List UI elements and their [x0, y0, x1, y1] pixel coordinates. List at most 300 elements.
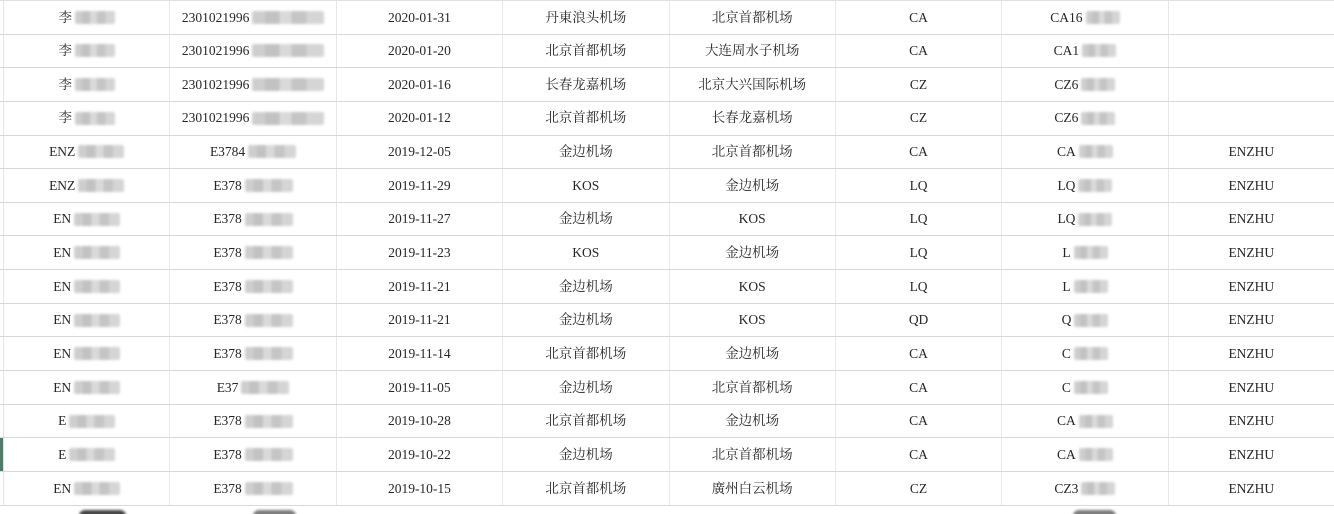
departure-airport-text: 金边机场: [558, 446, 613, 462]
flight-number-text: L: [1062, 278, 1071, 294]
redaction-blur: [1086, 11, 1120, 24]
cell-arrival-airport[interactable]: [670, 102, 836, 135]
arrival-airport-text: 廣州白云机场: [711, 480, 793, 496]
table-row[interactable]: [0, 236, 1334, 270]
airline-code-text: CZ: [909, 480, 928, 496]
cell-tag[interactable]: [1169, 35, 1334, 68]
cell-tag[interactable]: [1169, 304, 1334, 337]
redaction-blur: [1079, 415, 1113, 428]
redaction-blur: [248, 145, 296, 158]
passenger-name-text: 李: [58, 9, 72, 25]
cell-flight-date[interactable]: [337, 236, 503, 269]
id-number-text: E3784: [209, 144, 246, 160]
redaction-blur: [1081, 482, 1115, 495]
arrival-airport-text: 金边机场: [725, 413, 780, 429]
cell-arrival-airport[interactable]: [670, 337, 836, 370]
cell-id-number[interactable]: [170, 438, 336, 471]
redaction-blur: [74, 280, 120, 293]
passenger-name-text: ENZ: [49, 144, 76, 160]
id-number-text: E378: [213, 446, 242, 462]
cell-flight-date[interactable]: [337, 270, 503, 303]
redaction-blur: [75, 78, 115, 91]
cell-departure-airport[interactable]: [503, 1, 669, 34]
tag-text: ENZHU: [1228, 446, 1275, 462]
cell-airline-code[interactable]: [836, 304, 1002, 337]
airline-code-text: CZ: [909, 76, 928, 92]
cell-flight-number[interactable]: [1002, 236, 1168, 269]
passenger-name-text: EN: [53, 245, 72, 261]
cell-arrival-airport[interactable]: [670, 236, 836, 269]
flight-number-text: CA: [1057, 144, 1076, 160]
passenger-name-text: ENZ: [49, 177, 76, 193]
arrival-airport-text: 北京首都机场: [711, 379, 793, 395]
cell-id-number[interactable]: [170, 270, 336, 303]
arrival-airport-text: 金边机场: [725, 245, 780, 261]
id-number-text: E378: [213, 345, 242, 361]
passenger-name-text: EN: [53, 211, 72, 227]
airline-code-text: CA: [909, 446, 928, 462]
cell-passenger-name[interactable]: [4, 102, 170, 135]
departure-airport-text: KOS: [572, 177, 600, 193]
cell-passenger-name[interactable]: [4, 203, 170, 236]
cell-departure-airport[interactable]: [503, 304, 669, 337]
cell-tag[interactable]: [1169, 169, 1334, 202]
airline-code-text: QD: [908, 312, 929, 328]
flight-number-text: C: [1061, 379, 1071, 395]
tag-text: ENZHU: [1228, 312, 1275, 328]
redaction-blob-name: [79, 510, 126, 514]
cell-flight-number[interactable]: [1002, 304, 1168, 337]
airline-code-text: CZ: [909, 110, 928, 126]
flight-number-text: LQ: [1057, 211, 1076, 227]
redaction-blur: [69, 415, 115, 428]
cell-passenger-name[interactable]: [4, 68, 170, 101]
cell-departure-airport[interactable]: [503, 438, 669, 471]
cell-arrival-airport[interactable]: [670, 371, 836, 404]
arrival-airport-text: KOS: [738, 278, 766, 294]
cell-departure-airport[interactable]: [503, 472, 669, 505]
cell-passenger-name[interactable]: [4, 371, 170, 404]
flight-date-text: 2019-11-21: [388, 312, 451, 328]
cell-arrival-airport[interactable]: [670, 203, 836, 236]
cell-flight-date[interactable]: [337, 304, 503, 337]
passenger-name-text: EN: [53, 345, 72, 361]
cell-tag[interactable]: [1169, 371, 1334, 404]
departure-airport-text: 金边机场: [558, 211, 613, 227]
id-number-text: E378: [213, 312, 242, 328]
flight-number-text: CA: [1057, 446, 1076, 462]
cell-flight-number[interactable]: [1002, 102, 1168, 135]
passenger-name-text: 李: [58, 76, 72, 92]
flight-date-text: 2019-10-22: [387, 446, 451, 462]
redaction-blur: [241, 381, 289, 394]
flight-date-text: 2020-01-16: [387, 76, 451, 92]
cell-tag[interactable]: [1169, 236, 1334, 269]
cell-departure-airport[interactable]: [503, 136, 669, 169]
cell-departure-airport[interactable]: [503, 203, 669, 236]
flight-number-text: Q: [1061, 312, 1072, 328]
cell-passenger-name[interactable]: [4, 236, 170, 269]
arrival-airport-text: 长春龙嘉机场: [711, 110, 793, 126]
airline-code-text: CA: [909, 379, 928, 395]
passenger-name-text: EN: [53, 278, 72, 294]
table-row[interactable]: [0, 270, 1334, 304]
redaction-blur: [1074, 314, 1108, 327]
airline-code-text: LQ: [909, 177, 928, 193]
cell-departure-airport[interactable]: [503, 270, 669, 303]
departure-airport-text: 金边机场: [558, 278, 613, 294]
cell-flight-date[interactable]: [337, 337, 503, 370]
redaction-blur: [74, 213, 120, 226]
flight-date-text: 2019-11-29: [388, 177, 451, 193]
cell-flight-date[interactable]: [337, 169, 503, 202]
redaction-blob-flight: [1073, 510, 1116, 514]
id-number-text: E378: [213, 480, 242, 496]
cell-arrival-airport[interactable]: [670, 438, 836, 471]
departure-airport-text: 北京首都机场: [545, 43, 627, 59]
cell-airline-code[interactable]: [836, 337, 1002, 370]
redaction-blur: [74, 347, 120, 360]
departure-airport-text: 北京首都机场: [545, 413, 627, 429]
cell-airline-code[interactable]: [836, 371, 1002, 404]
id-number-text: E378: [213, 245, 242, 261]
cell-arrival-airport[interactable]: [670, 472, 836, 505]
redaction-blur: [1079, 145, 1113, 158]
cell-flight-number[interactable]: [1002, 203, 1168, 236]
redaction-blur: [1082, 44, 1116, 57]
cell-airline-code[interactable]: [836, 405, 1002, 438]
cell-airline-code[interactable]: [836, 136, 1002, 169]
cell-id-number[interactable]: [170, 169, 336, 202]
cell-airline-code[interactable]: [836, 169, 1002, 202]
cell-flight-number[interactable]: [1002, 35, 1168, 68]
cell-tag[interactable]: [1169, 337, 1334, 370]
cell-id-number[interactable]: [170, 1, 336, 34]
cell-arrival-airport[interactable]: [670, 68, 836, 101]
redaction-blur: [245, 246, 293, 259]
arrival-airport-text: 北京首都机场: [711, 9, 793, 25]
tag-text: ENZHU: [1228, 278, 1275, 294]
table-row[interactable]: [0, 371, 1334, 405]
cell-departure-airport[interactable]: [503, 35, 669, 68]
airline-code-text: CA: [909, 43, 928, 59]
cell-flight-number[interactable]: [1002, 270, 1168, 303]
departure-airport-text: 丹東浪头机场: [545, 9, 627, 25]
cell-flight-date[interactable]: [337, 102, 503, 135]
redaction-blur: [75, 11, 115, 24]
flight-number-text: L: [1062, 245, 1071, 261]
table-row[interactable]: [0, 169, 1334, 203]
cell-id-number[interactable]: [170, 371, 336, 404]
cell-arrival-airport[interactable]: [670, 136, 836, 169]
cell-tag[interactable]: [1169, 472, 1334, 505]
flight-number-text: LQ: [1057, 177, 1076, 193]
passenger-name-text: E: [58, 413, 67, 429]
airline-code-text: LQ: [909, 278, 928, 294]
cell-airline-code[interactable]: [836, 236, 1002, 269]
cell-departure-airport[interactable]: [503, 405, 669, 438]
cell-airline-code[interactable]: [836, 1, 1002, 34]
airline-code-text: CA: [909, 345, 928, 361]
cell-departure-airport[interactable]: [503, 337, 669, 370]
table-row[interactable]: [0, 35, 1334, 69]
passenger-name-text: 李: [58, 110, 72, 126]
table-row[interactable]: [0, 102, 1334, 136]
table-row[interactable]: [0, 472, 1334, 506]
flight-date-text: 2019-11-05: [388, 379, 451, 395]
redaction-blur: [1074, 280, 1108, 293]
cell-departure-airport[interactable]: [503, 68, 669, 101]
cell-passenger-name[interactable]: [4, 169, 170, 202]
cell-flight-number[interactable]: [1002, 472, 1168, 505]
cell-flight-date[interactable]: [337, 1, 503, 34]
cell-flight-number[interactable]: [1002, 337, 1168, 370]
arrival-airport-text: 北京大兴国际机场: [698, 76, 807, 92]
departure-airport-text: 北京首都机场: [545, 480, 627, 496]
cell-tag[interactable]: [1169, 405, 1334, 438]
table-row[interactable]: [0, 68, 1334, 102]
id-number-text: 2301021996: [181, 110, 250, 126]
redaction-blur: [1081, 78, 1115, 91]
redaction-blur: [1074, 246, 1108, 259]
flight-number-text: CA: [1057, 413, 1076, 429]
table-row[interactable]: [0, 203, 1334, 237]
cell-flight-number[interactable]: [1002, 169, 1168, 202]
flight-date-text: 2019-12-05: [387, 144, 451, 160]
cell-tag[interactable]: [1169, 1, 1334, 34]
tag-text: ENZHU: [1228, 345, 1275, 361]
cell-flight-number[interactable]: [1002, 1, 1168, 34]
cell-tag[interactable]: [1169, 270, 1334, 303]
cell-flight-date[interactable]: [337, 405, 503, 438]
cell-id-number[interactable]: [170, 236, 336, 269]
departure-airport-text: KOS: [572, 245, 600, 261]
redaction-blur: [78, 145, 124, 158]
departure-airport-text: 北京首都机场: [545, 110, 627, 126]
cell-airline-code[interactable]: [836, 203, 1002, 236]
table-row[interactable]: [0, 438, 1334, 472]
cell-id-number[interactable]: [170, 304, 336, 337]
cell-departure-airport[interactable]: [503, 371, 669, 404]
cell-airline-code[interactable]: [836, 102, 1002, 135]
redaction-blur: [69, 448, 115, 461]
flight-date-text: 2019-11-23: [388, 245, 451, 261]
flight-table-body: [0, 1, 1334, 506]
airline-code-text: LQ: [909, 211, 928, 227]
cell-id-number[interactable]: [170, 405, 336, 438]
cell-passenger-name[interactable]: [4, 438, 170, 471]
arrival-airport-text: 大连周水子机场: [704, 43, 800, 59]
cell-flight-number[interactable]: [1002, 68, 1168, 101]
id-number-text: 2301021996: [181, 76, 250, 92]
cell-arrival-airport[interactable]: [670, 405, 836, 438]
passenger-name-text: EN: [53, 312, 72, 328]
tag-text: ENZHU: [1228, 211, 1275, 227]
cell-airline-code[interactable]: [836, 438, 1002, 471]
arrival-airport-text: 金边机场: [725, 177, 780, 193]
redaction-blur: [1078, 213, 1112, 226]
cell-airline-code[interactable]: [836, 68, 1002, 101]
flight-number-text: CZ6: [1054, 76, 1079, 92]
cell-passenger-name[interactable]: [4, 405, 170, 438]
id-number-text: E378: [213, 211, 242, 227]
redaction-blur: [78, 179, 124, 192]
tag-text: ENZHU: [1228, 177, 1275, 193]
partial-next-row[interactable]: [0, 506, 1334, 514]
cell-departure-airport[interactable]: [503, 102, 669, 135]
tag-text: ENZHU: [1228, 480, 1275, 496]
cell-flight-number[interactable]: [1002, 136, 1168, 169]
redaction-blur: [75, 44, 115, 57]
airline-code-text: LQ: [909, 245, 928, 261]
cell-passenger-name[interactable]: [4, 270, 170, 303]
redaction-blur: [1074, 347, 1108, 360]
cell-flight-date[interactable]: [337, 472, 503, 505]
cell-tag[interactable]: [1169, 102, 1334, 135]
id-number-text: E378: [213, 278, 242, 294]
cell-tag[interactable]: [1169, 136, 1334, 169]
arrival-airport-text: KOS: [738, 211, 766, 227]
flight-number-text: C: [1061, 345, 1071, 361]
cell-departure-airport[interactable]: [503, 236, 669, 269]
redaction-blur: [74, 246, 120, 259]
cell-id-number[interactable]: [170, 68, 336, 101]
redaction-blur: [75, 112, 115, 125]
id-number-text: E37: [216, 379, 239, 395]
departure-airport-text: 金边机场: [558, 144, 613, 160]
redaction-blur: [245, 415, 293, 428]
cell-passenger-name[interactable]: [4, 136, 170, 169]
passenger-name-text: EN: [53, 480, 72, 496]
tag-text: ENZHU: [1228, 413, 1275, 429]
arrival-airport-text: KOS: [738, 312, 766, 328]
tag-text: ENZHU: [1228, 144, 1275, 160]
redaction-blur: [74, 381, 120, 394]
cell-flight-date[interactable]: [337, 371, 503, 404]
table-row[interactable]: [0, 337, 1334, 371]
arrival-airport-text: 北京首都机场: [711, 446, 793, 462]
redaction-blur: [245, 482, 293, 495]
flight-number-text: CZ3: [1054, 480, 1079, 496]
cell-arrival-airport[interactable]: [670, 1, 836, 34]
airline-code-text: CA: [909, 9, 928, 25]
cell-passenger-name[interactable]: [4, 472, 170, 505]
redaction-blur: [252, 11, 324, 24]
cell-arrival-airport[interactable]: [670, 169, 836, 202]
cell-id-number[interactable]: [170, 136, 336, 169]
airline-code-text: CA: [909, 413, 928, 429]
cell-airline-code[interactable]: [836, 270, 1002, 303]
departure-airport-text: 北京首都机场: [545, 345, 627, 361]
cell-flight-date[interactable]: [337, 35, 503, 68]
cell-arrival-airport[interactable]: [670, 304, 836, 337]
cell-passenger-name[interactable]: [4, 1, 170, 34]
flight-number-text: CA16: [1050, 9, 1083, 25]
redaction-blur: [1078, 179, 1112, 192]
redaction-blur: [252, 112, 324, 125]
passenger-name-text: 李: [58, 43, 72, 59]
flight-number-text: CA1: [1053, 43, 1080, 59]
id-number-text: 2301021996: [181, 43, 250, 59]
redaction-blur: [74, 314, 120, 327]
cell-id-number[interactable]: [170, 203, 336, 236]
cell-id-number[interactable]: [170, 472, 336, 505]
cell-id-number[interactable]: [170, 35, 336, 68]
tag-text: ENZHU: [1228, 379, 1275, 395]
table-row[interactable]: [0, 1, 1334, 35]
flight-date-text: 2019-10-28: [387, 413, 451, 429]
redaction-blob-id: [253, 510, 296, 514]
departure-airport-text: 金边机场: [558, 379, 613, 395]
flight-date-text: 2020-01-31: [387, 9, 451, 25]
redaction-blur: [245, 213, 293, 226]
cell-airline-code[interactable]: [836, 472, 1002, 505]
id-number-text: 2301021996: [181, 9, 250, 25]
flight-date-text: 2019-11-14: [388, 345, 451, 361]
cell-flight-number[interactable]: [1002, 438, 1168, 471]
redaction-blur: [1079, 448, 1113, 461]
departure-airport-text: 长春龙嘉机场: [545, 76, 627, 92]
tag-text: ENZHU: [1228, 245, 1275, 261]
cell-flight-date[interactable]: [337, 136, 503, 169]
cell-flight-date[interactable]: [337, 68, 503, 101]
redaction-blur: [245, 347, 293, 360]
redaction-blur: [252, 78, 324, 91]
cell-arrival-airport[interactable]: [670, 270, 836, 303]
redaction-blur: [74, 482, 120, 495]
flight-date-text: 2020-01-20: [387, 43, 451, 59]
redaction-blur: [245, 448, 293, 461]
id-number-text: E378: [213, 177, 242, 193]
flight-number-text: CZ6: [1054, 110, 1079, 126]
table-row[interactable]: [0, 304, 1334, 338]
table-row[interactable]: [0, 405, 1334, 439]
table-row[interactable]: [0, 136, 1334, 170]
cell-flight-number[interactable]: [1002, 405, 1168, 438]
redaction-blur: [245, 314, 293, 327]
passenger-name-text: E: [58, 446, 67, 462]
cell-arrival-airport[interactable]: [670, 35, 836, 68]
cell-flight-number[interactable]: [1002, 371, 1168, 404]
cell-passenger-name[interactable]: [4, 35, 170, 68]
cell-passenger-name[interactable]: [4, 304, 170, 337]
arrival-airport-text: 北京首都机场: [711, 144, 793, 160]
redaction-blur: [245, 280, 293, 293]
cell-id-number[interactable]: [170, 102, 336, 135]
cell-flight-date[interactable]: [337, 203, 503, 236]
departure-airport-text: 金边机场: [558, 312, 613, 328]
redaction-blur: [1074, 381, 1108, 394]
flight-date-text: 2019-11-21: [388, 278, 451, 294]
cell-airline-code[interactable]: [836, 35, 1002, 68]
flight-date-text: 2020-01-12: [387, 110, 451, 126]
cell-tag[interactable]: [1169, 203, 1334, 236]
id-number-text: E378: [213, 413, 242, 429]
redaction-blur: [245, 179, 293, 192]
flight-date-text: 2019-11-27: [388, 211, 451, 227]
cell-tag[interactable]: [1169, 438, 1334, 471]
redaction-blur: [1081, 112, 1115, 125]
flight-date-text: 2019-10-15: [387, 480, 451, 496]
arrival-airport-text: 金边机场: [725, 345, 780, 361]
redaction-blur: [252, 44, 324, 57]
cell-id-number[interactable]: [170, 337, 336, 370]
cell-passenger-name[interactable]: [4, 337, 170, 370]
cell-tag[interactable]: [1169, 68, 1334, 101]
cell-flight-date[interactable]: [337, 438, 503, 471]
airline-code-text: CA: [909, 144, 928, 160]
cell-departure-airport[interactable]: [503, 169, 669, 202]
